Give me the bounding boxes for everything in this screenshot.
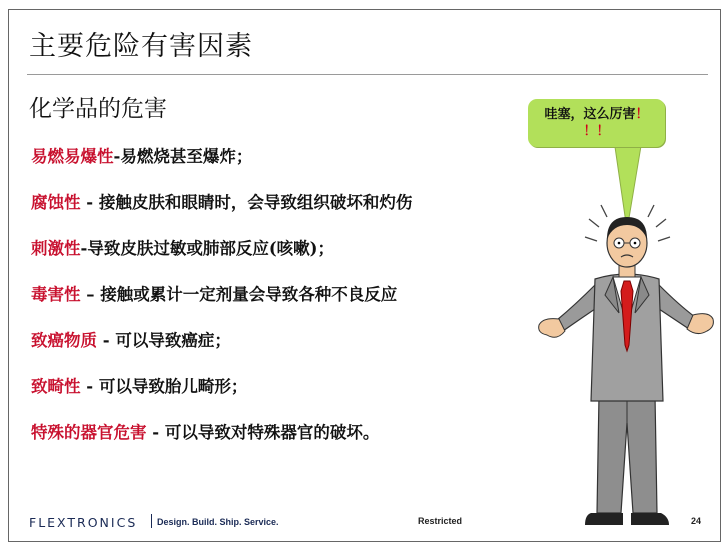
footer-divider: [151, 514, 152, 528]
hazard-term: 易燃易爆性: [31, 147, 114, 166]
speech-bubble-text: [528, 106, 665, 140]
footer-classification: Restricted: [418, 516, 463, 526]
hazard-term: 致畸性: [31, 377, 81, 396]
hazard-desc: – 接触或累计一定剂量会导致各种不良反应: [80, 285, 398, 304]
hazard-term: 致癌物质: [31, 331, 97, 350]
page-number: 24: [691, 516, 702, 526]
footer-logo: FLEXTRONICS: [29, 515, 138, 530]
hazard-term: 毒害性: [31, 285, 81, 304]
bubble-line2: ！！: [583, 124, 610, 139]
speech-bubble: [528, 99, 665, 147]
hazard-desc: - 接触皮肤和眼睛时，会导致组织破坏和灼伤: [80, 193, 413, 212]
shocked-businessman-icon: [529, 195, 719, 535]
bubble-line1: 哇塞，这么厉害: [544, 107, 636, 122]
hazard-desc: - 可以导致癌症；: [97, 331, 231, 350]
hazard-desc: -导致皮肤过敏或肺部反应(咳嗽)；: [80, 239, 334, 258]
slide-title: 主要危险有害因素: [29, 31, 253, 62]
bubble-exclaim: ！: [635, 107, 649, 122]
hazard-term: 腐蚀性: [31, 193, 81, 212]
slide-subtitle: 化学品的危害: [29, 96, 167, 122]
hazard-term: 刺激性: [31, 239, 81, 258]
hazard-desc: - 可以导致胎儿畸形；: [80, 377, 248, 396]
slide: [8, 9, 721, 542]
hazard-desc: -易燃烧甚至爆炸；: [113, 147, 253, 166]
hazard-desc: - 可以导致对特殊器官的破坏。: [146, 423, 380, 442]
hazard-term: 特殊的器官危害: [31, 423, 147, 442]
footer-tagline: Design. Build. Ship. Service.: [157, 517, 279, 527]
